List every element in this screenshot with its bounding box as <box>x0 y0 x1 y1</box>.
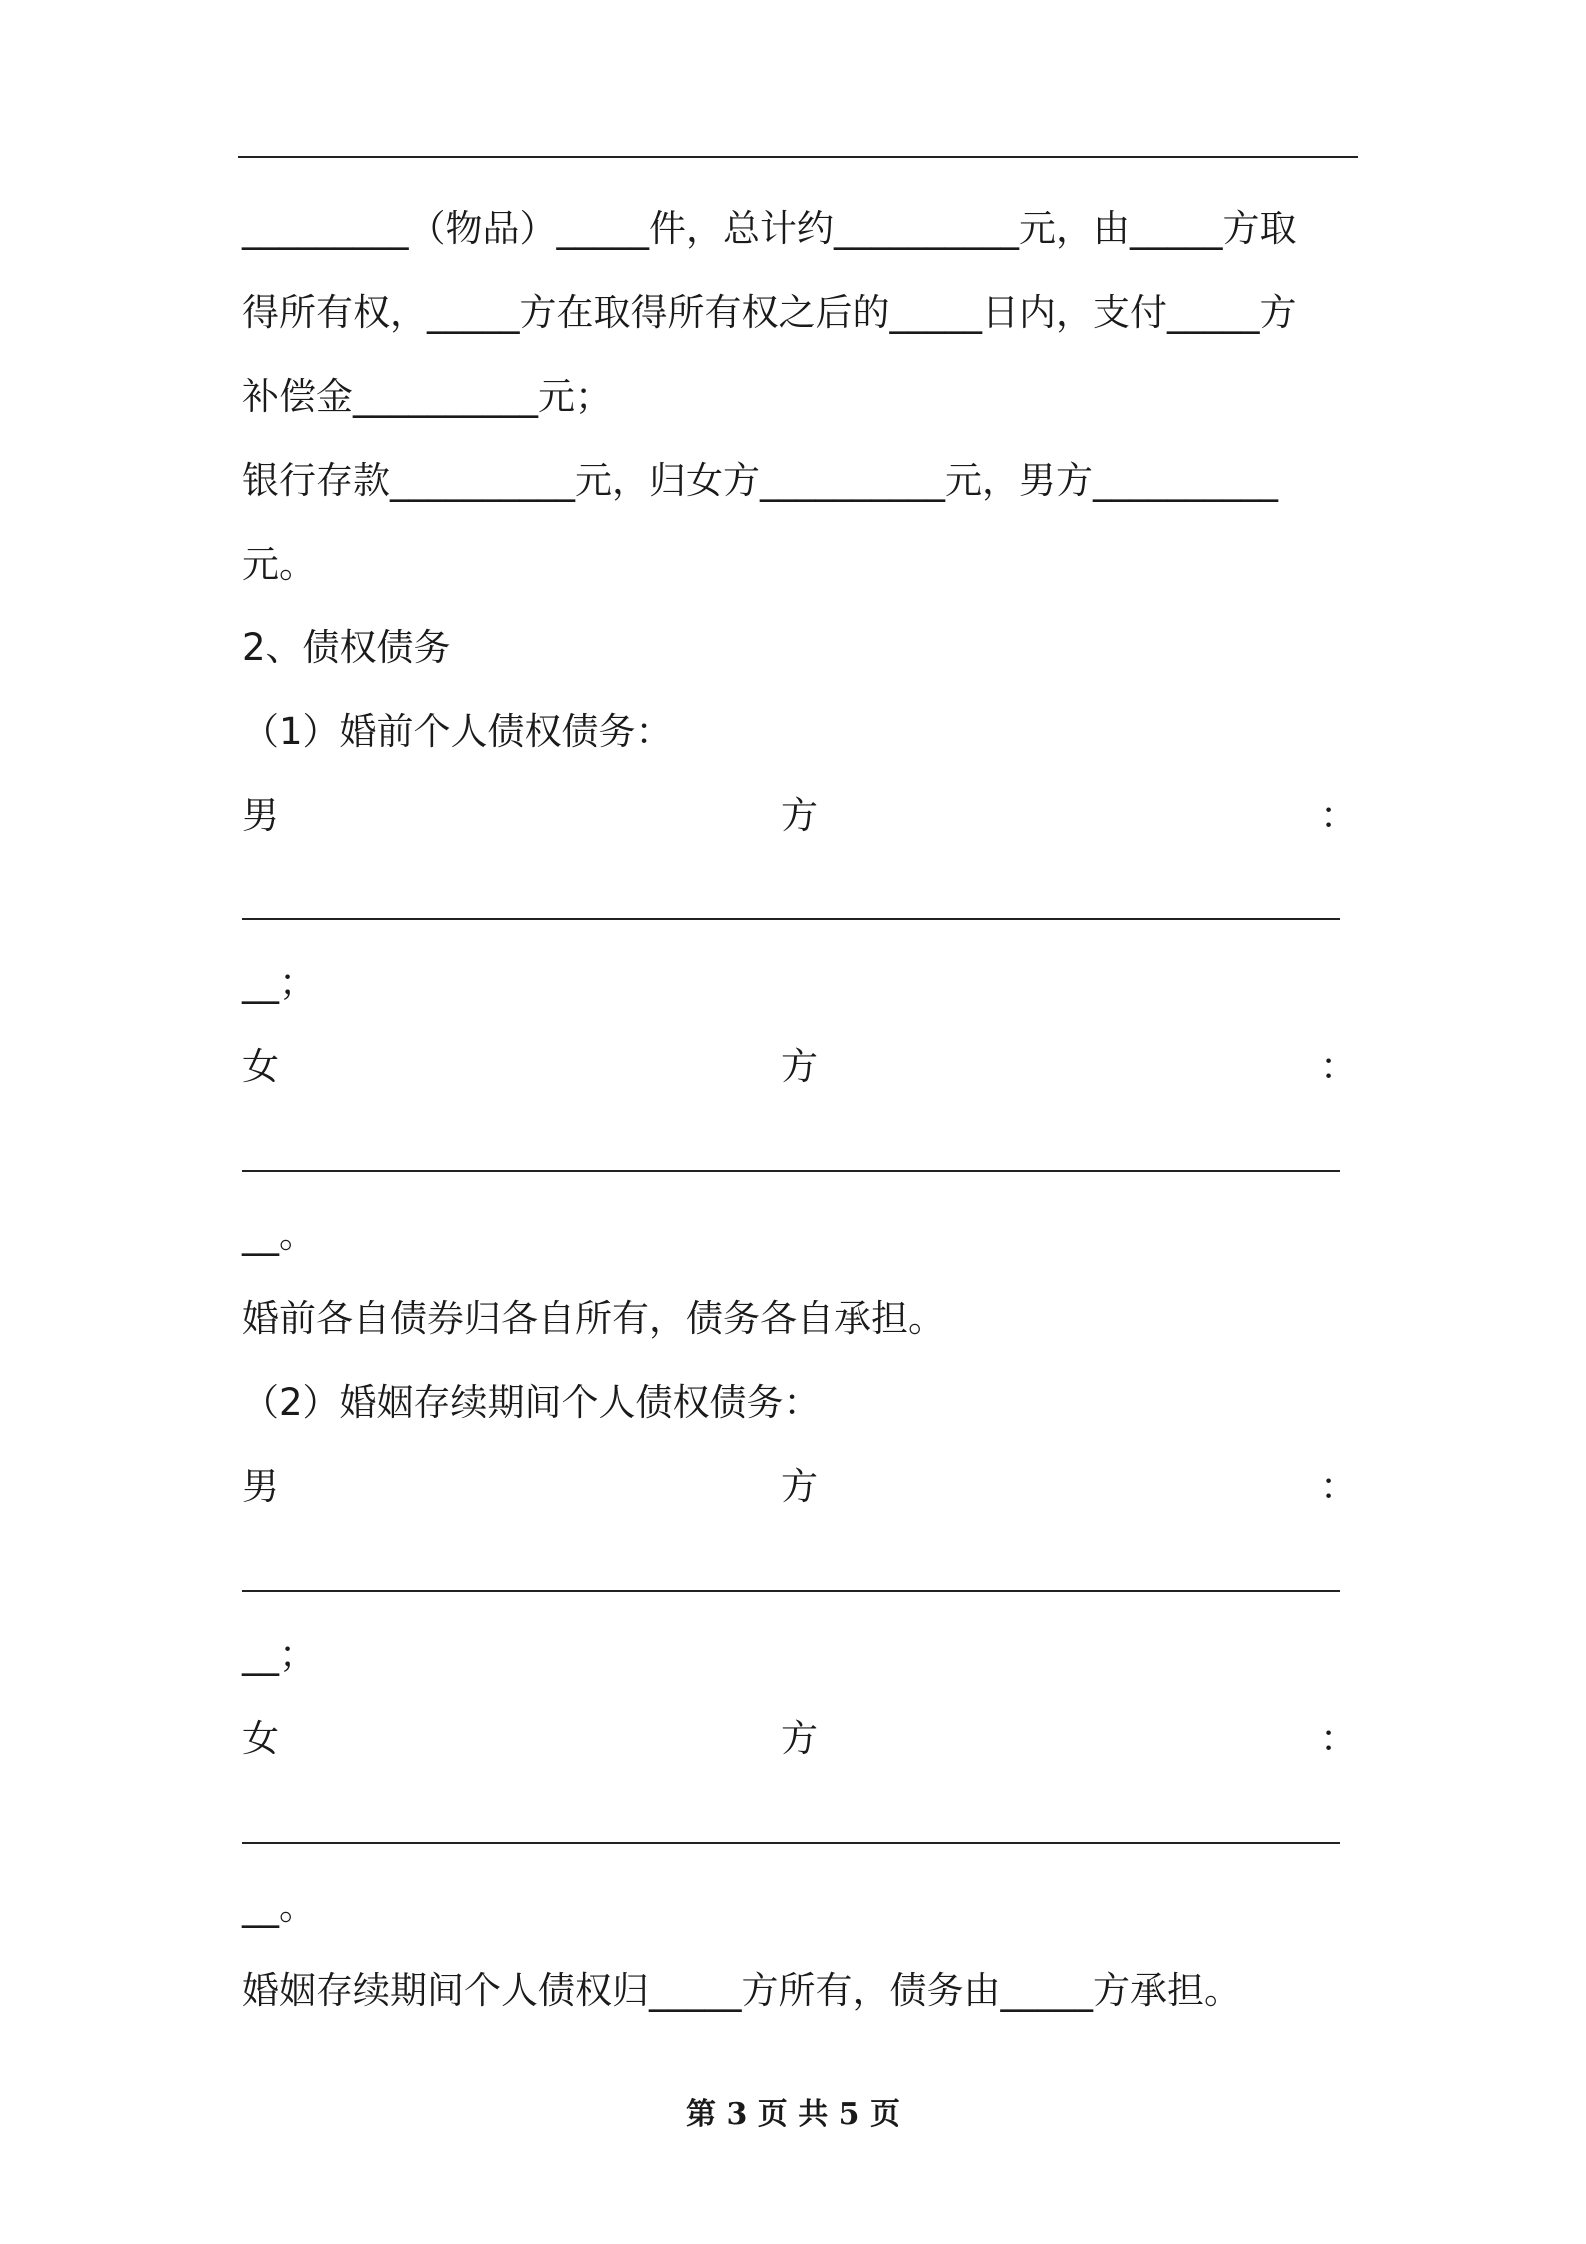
subsection-title-premarital: （1）婚前个人债权债务： <box>242 710 673 753</box>
premarital-male-mid: 方 <box>781 794 818 837</box>
premarital-male-label: 男 <box>242 794 279 837</box>
subsection-title-marital: （2）婚姻存续期间个人债权债务： <box>242 1381 821 1424</box>
section-title-debts: 2、债权债务 <box>242 626 451 669</box>
header-rule <box>238 156 1358 158</box>
premarital-female-end: __。 <box>242 1213 316 1256</box>
marital-note: 婚姻存续期间个人债权归_____方所有，债务由_____方承担。 <box>242 1969 1241 2012</box>
marital-male-blank <box>242 1590 1340 1592</box>
marital-female-colon: ： <box>1320 1717 1357 1760</box>
premarital-female-label: 女 <box>242 1045 279 1088</box>
premarital-female-row <box>242 1042 1357 1092</box>
marital-female-mid: 方 <box>781 1717 818 1760</box>
premarital-female-blank <box>242 1170 1340 1172</box>
premarital-male-end: __； <box>242 961 316 1004</box>
marital-female-row <box>242 1714 1357 1764</box>
text-line-yuan: 元。 <box>242 543 316 586</box>
marital-female-end: __。 <box>242 1885 316 1928</box>
marital-female-label: 女 <box>242 1717 279 1760</box>
marital-male-label: 男 <box>242 1465 279 1508</box>
text-line-ownership: 得所有权，_____方在取得所有权之后的_____日内，支付_____方 <box>242 291 1297 334</box>
marital-male-row <box>242 1462 1357 1512</box>
text-line-bank-deposit: 银行存款__________元，归女方__________元，男方__________ <box>242 459 1278 502</box>
marital-male-end: __； <box>242 1633 316 1676</box>
premarital-male-blank <box>242 918 1340 920</box>
marital-male-mid: 方 <box>781 1465 818 1508</box>
premarital-female-mid: 方 <box>781 1045 818 1088</box>
marital-male-colon: ： <box>1320 1465 1357 1508</box>
text-line-compensation: 补偿金__________元； <box>242 375 612 418</box>
premarital-male-row <box>242 791 1357 841</box>
premarital-note: 婚前各自债券归各自所有，债务各自承担。 <box>242 1297 945 1340</box>
text-line-items: _________（物品）_____件，总计约__________元，由_____方取 <box>242 207 1297 250</box>
page-number: 第 3 页 共 5 页 <box>686 2097 900 2132</box>
marital-female-blank <box>242 1842 1340 1844</box>
premarital-female-colon: ： <box>1320 1045 1357 1088</box>
premarital-male-colon: ： <box>1320 794 1357 837</box>
